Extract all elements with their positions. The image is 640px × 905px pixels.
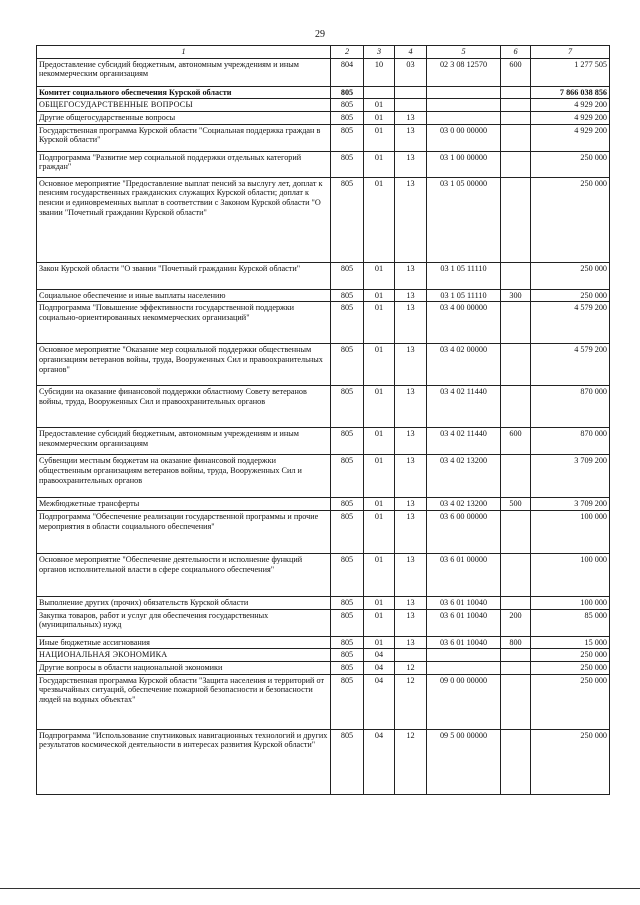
row-code-cell: 805 (331, 609, 364, 636)
page-number: 29 (315, 29, 325, 40)
row-code-cell: 1 277 505 (531, 58, 610, 86)
row-name-cell: Государственная программа Курской области "Социальная поддержка граждан в Курской области" (37, 124, 331, 151)
row-name-cell: Комитет социального обеспечения Курской области (37, 86, 331, 99)
row-code-cell: 13 (395, 554, 427, 597)
row-code-cell (501, 177, 531, 262)
row-code-cell: 03 4 02 13200 (427, 455, 501, 498)
row-code-cell: 805 (331, 511, 364, 554)
row-name-cell: Предоставление субсидий бюджетным, автономным учреждениям и иным некоммерческим организациям (37, 58, 331, 86)
row-code-cell: 4 579 200 (531, 302, 610, 344)
bottom-scan-line (0, 888, 640, 889)
row-name-cell: Подпрограмма "Использование спутниковых навигационных технологий и других результатов космической деятельности в интересах развития Курской области" (37, 729, 331, 794)
row-code-cell: 13 (395, 428, 427, 455)
row-code-cell: 01 (364, 455, 395, 498)
column-number: 4 (395, 46, 427, 59)
row-code-cell (501, 674, 531, 729)
row-code-cell: 01 (364, 151, 395, 177)
row-code-cell: 805 (331, 662, 364, 675)
row-code-cell: 03 6 01 10040 (427, 609, 501, 636)
table-row (37, 597, 610, 610)
row-code-cell: 09 5 00 00000 (427, 729, 501, 794)
row-code-cell: 13 (395, 289, 427, 302)
row-code-cell: 13 (395, 498, 427, 511)
row-code-cell: 13 (395, 124, 427, 151)
row-code-cell: 13 (395, 302, 427, 344)
row-code-cell: 01 (364, 636, 395, 649)
table-row (37, 124, 610, 151)
row-name-cell: ОБЩЕГОСУДАРСТВЕННЫЕ ВОПРОСЫ (37, 99, 331, 112)
table-row (37, 177, 610, 262)
row-code-cell: 805 (331, 262, 364, 289)
row-code-cell: 01 (364, 554, 395, 597)
row-code-cell: 500 (501, 498, 531, 511)
table-row (37, 455, 610, 498)
row-code-cell: 10 (364, 58, 395, 86)
row-code-cell (501, 302, 531, 344)
table-row (37, 151, 610, 177)
row-code-cell: 09 0 00 00000 (427, 674, 501, 729)
row-code-cell: 12 (395, 729, 427, 794)
row-code-cell: 13 (395, 112, 427, 125)
table-row (37, 112, 610, 125)
row-code-cell: 01 (364, 511, 395, 554)
row-code-cell: 250 000 (531, 649, 610, 662)
row-code-cell: 01 (364, 99, 395, 112)
row-code-cell: 01 (364, 609, 395, 636)
row-code-cell (427, 662, 501, 675)
table-row (37, 289, 610, 302)
row-code-cell: 4 929 200 (531, 112, 610, 125)
row-code-cell: 100 000 (531, 597, 610, 610)
row-code-cell (501, 649, 531, 662)
column-number: 5 (427, 46, 501, 59)
row-code-cell: 03 4 02 11440 (427, 386, 501, 428)
row-code-cell: 13 (395, 609, 427, 636)
row-code-cell: 03 1 05 00000 (427, 177, 501, 262)
row-code-cell: 805 (331, 455, 364, 498)
table-row (37, 344, 610, 386)
row-code-cell (501, 554, 531, 597)
row-code-cell: 03 6 01 00000 (427, 554, 501, 597)
row-code-cell: 100 000 (531, 554, 610, 597)
row-code-cell: 01 (364, 112, 395, 125)
row-code-cell: 85 000 (531, 609, 610, 636)
row-code-cell: 600 (501, 428, 531, 455)
row-code-cell (501, 112, 531, 125)
row-code-cell: 200 (501, 609, 531, 636)
table-row (37, 302, 610, 344)
row-code-cell: 250 000 (531, 262, 610, 289)
row-name-cell: Другие общегосударственные вопросы (37, 112, 331, 125)
row-code-cell: 03 0 00 00000 (427, 124, 501, 151)
row-name-cell: Межбюджетные трансферты (37, 498, 331, 511)
table-row (37, 58, 610, 86)
row-code-cell (501, 597, 531, 610)
row-code-cell: 13 (395, 597, 427, 610)
row-name-cell: Другие вопросы в области национальной экономики (37, 662, 331, 675)
row-code-cell: 804 (331, 58, 364, 86)
row-code-cell: 805 (331, 289, 364, 302)
table-row (37, 609, 610, 636)
row-name-cell: Субвенции местным бюджетам на оказание финансовой поддержки общественным организациям ветеранов войны, труда, Вооруженных Сил и правоохранительных органов (37, 455, 331, 498)
row-code-cell: 805 (331, 86, 364, 99)
row-code-cell: 3 709 200 (531, 455, 610, 498)
row-code-cell: 13 (395, 262, 427, 289)
row-code-cell: 805 (331, 729, 364, 794)
row-code-cell: 805 (331, 649, 364, 662)
row-code-cell: 01 (364, 289, 395, 302)
row-code-cell: 4 929 200 (531, 99, 610, 112)
row-code-cell: 01 (364, 498, 395, 511)
table-row (37, 511, 610, 554)
row-code-cell: 805 (331, 498, 364, 511)
row-code-cell: 870 000 (531, 428, 610, 455)
row-code-cell: 250 000 (531, 662, 610, 675)
table-row (37, 428, 610, 455)
row-name-cell: Выполнение других (прочих) обязательств Курской области (37, 597, 331, 610)
row-code-cell (427, 649, 501, 662)
row-code-cell: 805 (331, 597, 364, 610)
row-code-cell: 03 1 05 11110 (427, 289, 501, 302)
table-row (37, 498, 610, 511)
row-code-cell (501, 262, 531, 289)
row-code-cell: 250 000 (531, 674, 610, 729)
row-code-cell (395, 99, 427, 112)
row-code-cell: 805 (331, 636, 364, 649)
row-code-cell: 02 3 08 12570 (427, 58, 501, 86)
row-code-cell: 04 (364, 649, 395, 662)
row-code-cell: 805 (331, 177, 364, 262)
row-code-cell: 13 (395, 177, 427, 262)
row-code-cell (501, 729, 531, 794)
column-number: 2 (331, 46, 364, 59)
row-code-cell: 300 (501, 289, 531, 302)
row-code-cell: 250 000 (531, 151, 610, 177)
table-row (37, 554, 610, 597)
row-code-cell: 12 (395, 662, 427, 675)
row-name-cell: Закон Курской области "О звании "Почетный гражданин Курской области" (37, 262, 331, 289)
row-name-cell: Подпрограмма "Повышение эффективности государственной поддержки социально-ориентированных некоммерческих организаций" (37, 302, 331, 344)
row-code-cell: 01 (364, 124, 395, 151)
row-code-cell: 03 6 00 00000 (427, 511, 501, 554)
row-code-cell: 04 (364, 662, 395, 675)
row-code-cell: 01 (364, 428, 395, 455)
row-code-cell: 01 (364, 597, 395, 610)
row-code-cell (364, 86, 395, 99)
table-row (37, 262, 610, 289)
row-code-cell: 600 (501, 58, 531, 86)
row-name-cell: Предоставление субсидий бюджетным, автономным учреждениям и иным некоммерческим организациям (37, 428, 331, 455)
row-code-cell: 7 866 038 856 (531, 86, 610, 99)
row-code-cell (501, 455, 531, 498)
table-row (37, 386, 610, 428)
row-code-cell: 03 1 00 00000 (427, 151, 501, 177)
row-code-cell: 805 (331, 112, 364, 125)
row-code-cell: 805 (331, 386, 364, 428)
row-name-cell: Подпрограмма "Развитие мер социальной поддержки отдельных категорий граждан" (37, 151, 331, 177)
table-row (37, 649, 610, 662)
row-code-cell: 805 (331, 151, 364, 177)
row-code-cell: 03 1 05 11110 (427, 262, 501, 289)
table-row (37, 662, 610, 675)
table-row (37, 636, 610, 649)
column-number: 6 (501, 46, 531, 59)
row-code-cell: 01 (364, 177, 395, 262)
row-code-cell: 805 (331, 428, 364, 455)
row-code-cell: 03 4 02 13200 (427, 498, 501, 511)
row-code-cell: 03 (395, 58, 427, 86)
row-code-cell: 870 000 (531, 386, 610, 428)
row-name-cell: Основное мероприятие "Обеспечение деятельности и исполнение функций органов исполнительной власти в сфере социального обеспечения" (37, 554, 331, 597)
row-code-cell: 12 (395, 674, 427, 729)
row-code-cell: 13 (395, 151, 427, 177)
row-code-cell: 01 (364, 262, 395, 289)
row-code-cell (501, 386, 531, 428)
row-code-cell: 13 (395, 636, 427, 649)
row-code-cell (501, 344, 531, 386)
row-code-cell (395, 649, 427, 662)
row-code-cell (395, 86, 427, 99)
row-code-cell: 100 000 (531, 511, 610, 554)
row-code-cell: 4 929 200 (531, 124, 610, 151)
row-code-cell: 13 (395, 455, 427, 498)
column-number-row (37, 46, 610, 59)
table-row (37, 86, 610, 99)
row-code-cell (427, 86, 501, 99)
budget-table (36, 45, 610, 795)
row-code-cell: 15 000 (531, 636, 610, 649)
row-name-cell: Иные бюджетные ассигнования (37, 636, 331, 649)
row-code-cell (501, 99, 531, 112)
row-code-cell: 01 (364, 386, 395, 428)
row-code-cell: 01 (364, 344, 395, 386)
row-code-cell: 805 (331, 344, 364, 386)
row-code-cell: 13 (395, 344, 427, 386)
row-code-cell: 03 6 01 10040 (427, 597, 501, 610)
row-code-cell: 805 (331, 554, 364, 597)
row-code-cell: 250 000 (531, 729, 610, 794)
row-code-cell (501, 86, 531, 99)
row-code-cell (501, 151, 531, 177)
row-code-cell: 03 6 01 10040 (427, 636, 501, 649)
row-code-cell: 250 000 (531, 177, 610, 262)
row-name-cell: Закупка товаров, работ и услуг для обеспечения государственных (муниципальных) нужд (37, 609, 331, 636)
row-code-cell: 805 (331, 99, 364, 112)
row-code-cell: 03 4 00 00000 (427, 302, 501, 344)
row-code-cell (427, 112, 501, 125)
row-code-cell: 03 4 02 11440 (427, 428, 501, 455)
row-code-cell: 01 (364, 302, 395, 344)
row-code-cell: 04 (364, 729, 395, 794)
table-row (37, 674, 610, 729)
row-code-cell (501, 124, 531, 151)
row-code-cell (427, 99, 501, 112)
column-number: 3 (364, 46, 395, 59)
row-code-cell: 04 (364, 674, 395, 729)
column-number: 1 (37, 46, 331, 59)
row-code-cell: 13 (395, 386, 427, 428)
row-code-cell: 805 (331, 124, 364, 151)
row-code-cell: 13 (395, 511, 427, 554)
row-code-cell: 800 (501, 636, 531, 649)
row-name-cell: НАЦИОНАЛЬНАЯ ЭКОНОМИКА (37, 649, 331, 662)
row-name-cell: Социальное обеспечение и иные выплаты населению (37, 289, 331, 302)
row-name-cell: Субсидии на оказание финансовой поддержки областному Совету ветеранов войны, труда, Вооруженных Сил и правоохранительных органов (37, 386, 331, 428)
column-number: 7 (531, 46, 610, 59)
row-name-cell: Основное мероприятие "Оказание мер социальной поддержки общественным организациям ветеранов войны, труда, Вооруженных Сил и правоохранительных органов" (37, 344, 331, 386)
row-code-cell: 3 709 200 (531, 498, 610, 511)
row-name-cell: Подпрограмма "Обеспечение реализации государственной программы и прочие мероприятия в области социального обеспечения" (37, 511, 331, 554)
table-row (37, 99, 610, 112)
row-name-cell: Государственная программа Курской области "Защита населения и территорий от чрезвычайных ситуаций, обеспечение пожарной безопасности и безопасности людей на водных объектах" (37, 674, 331, 729)
row-code-cell: 4 579 200 (531, 344, 610, 386)
row-code-cell (501, 662, 531, 675)
row-code-cell: 250 000 (531, 289, 610, 302)
row-name-cell: Основное мероприятие "Предоставление выплат пенсий за выслугу лет, доплат к пенсиям государственных гражданских служащих Курской области; доплат к пенсии и единовременных выплат в соответствии с Законом Курской области "О звании "Почетный гражданин Курской области" (37, 177, 331, 262)
row-code-cell: 805 (331, 302, 364, 344)
row-code-cell: 805 (331, 674, 364, 729)
table-row (37, 729, 610, 794)
row-code-cell (501, 511, 531, 554)
row-code-cell: 03 4 02 00000 (427, 344, 501, 386)
